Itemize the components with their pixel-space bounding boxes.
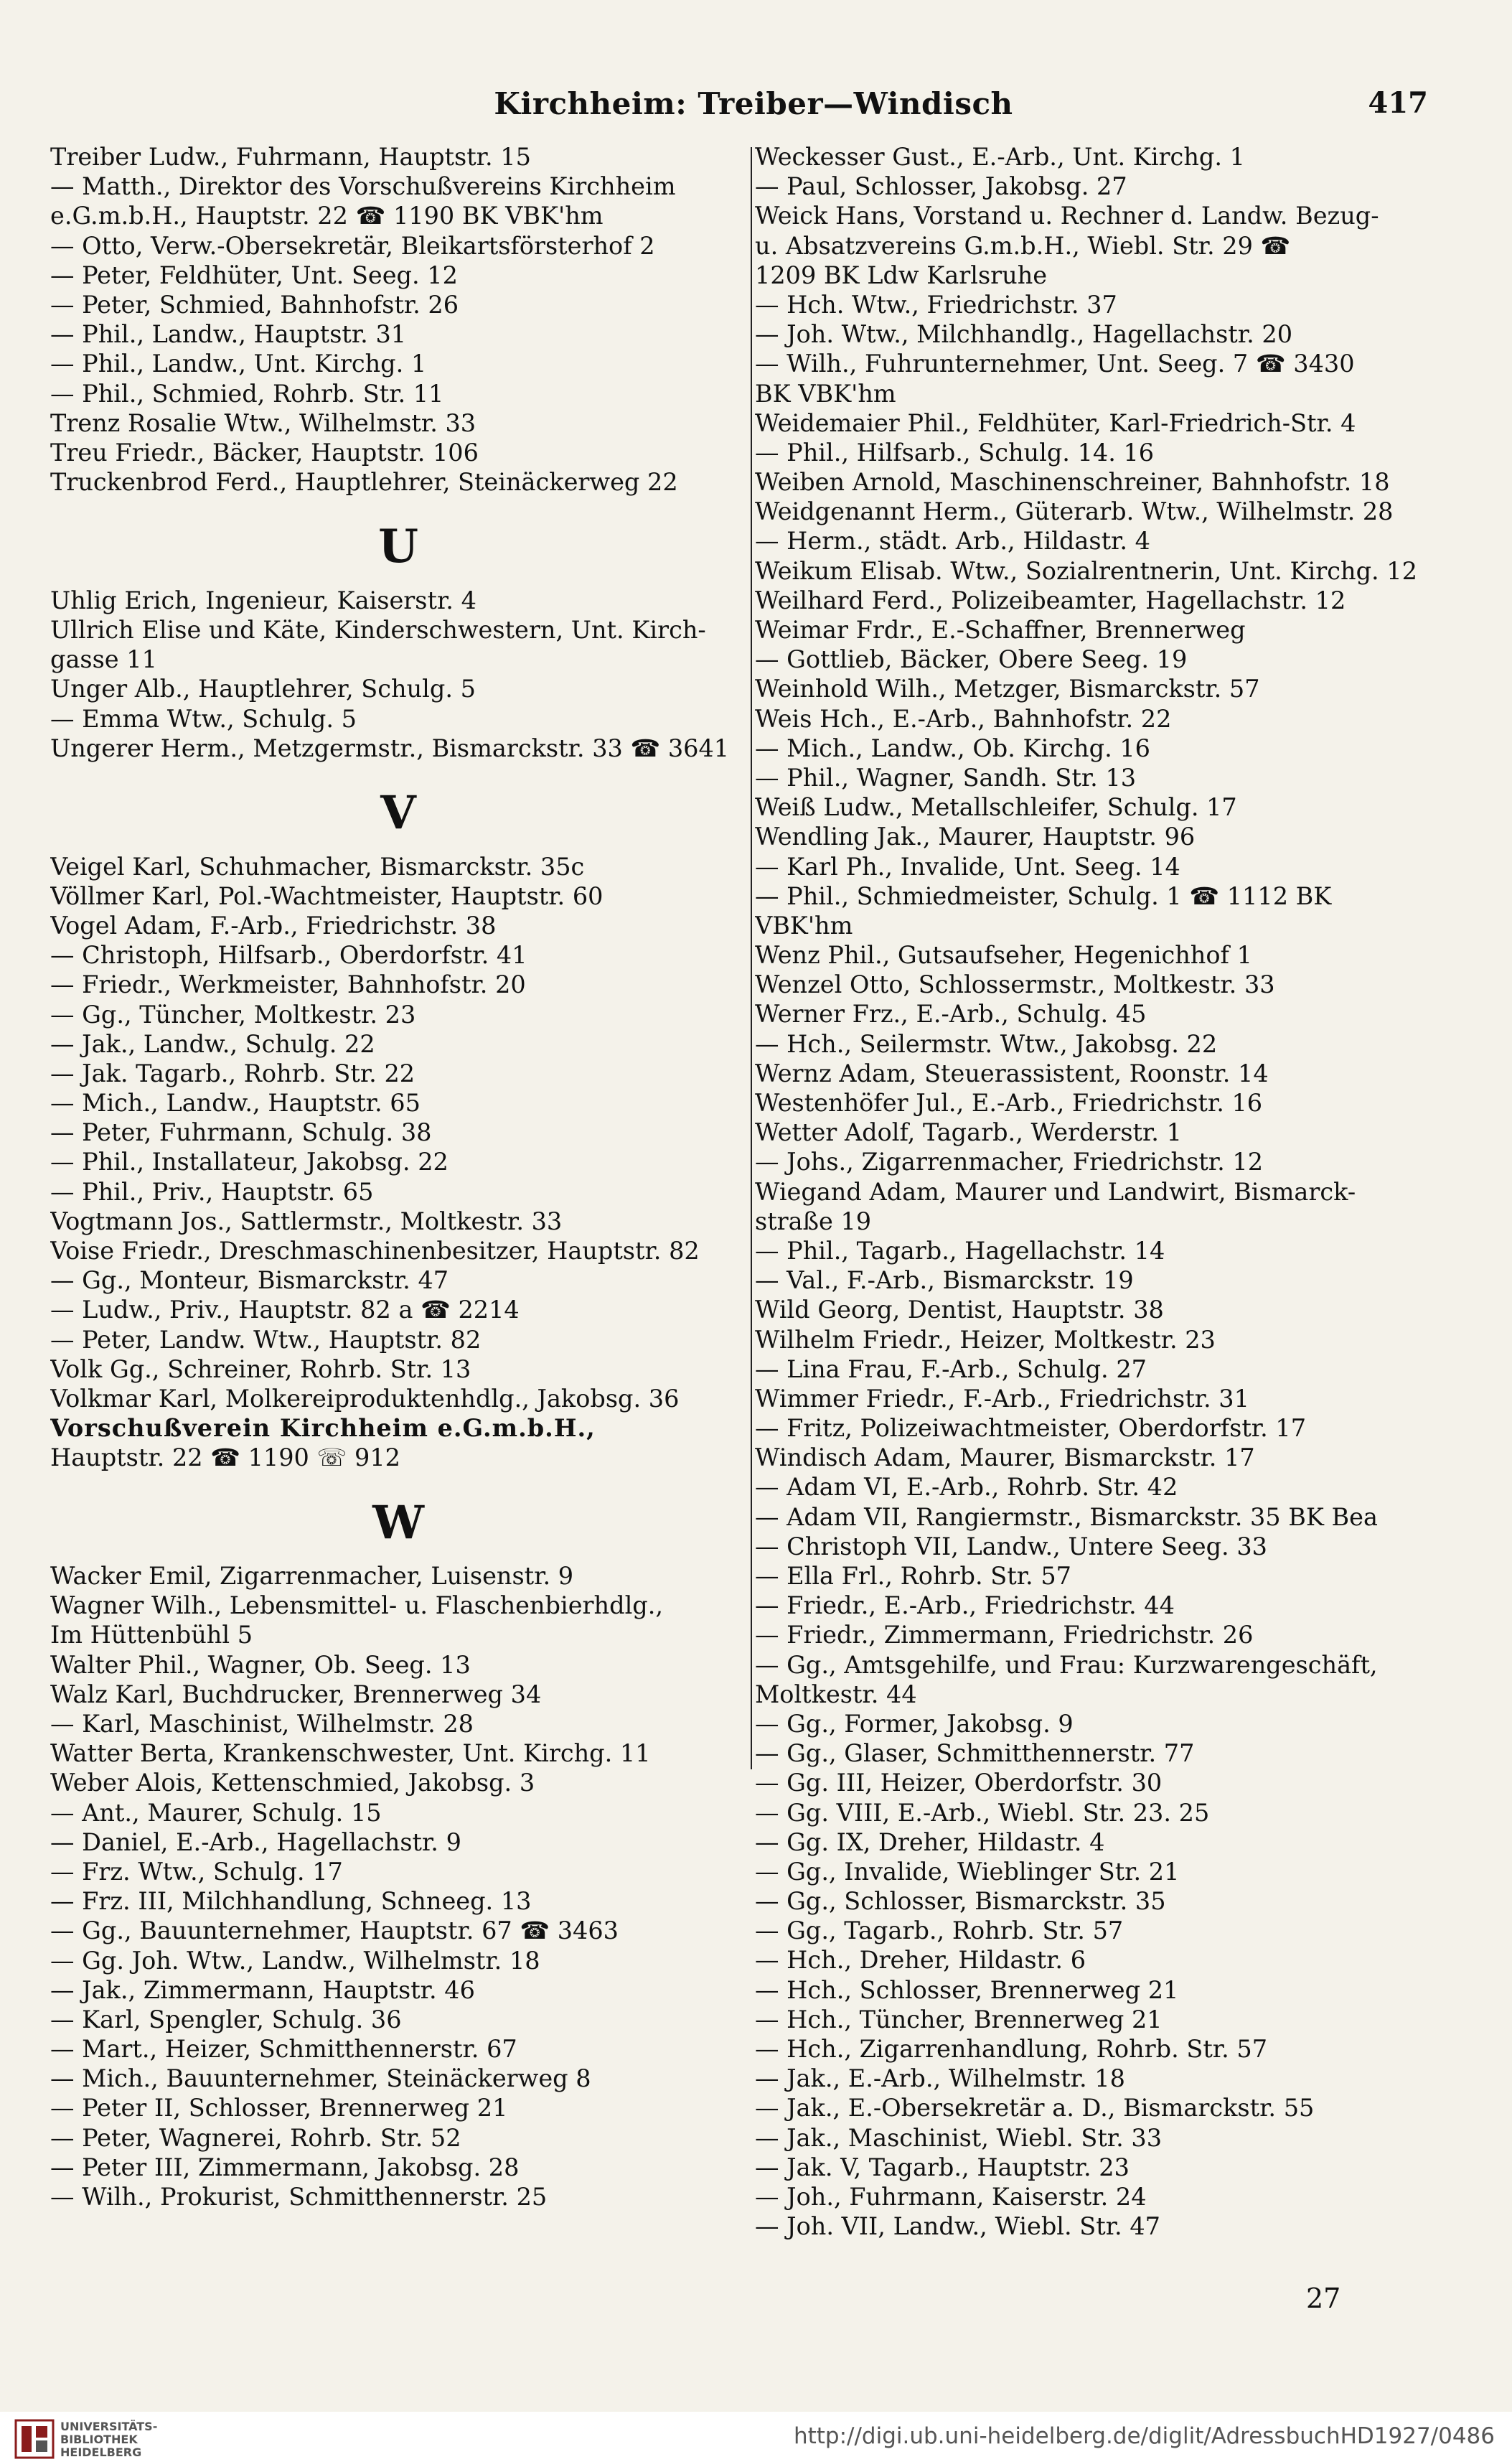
directory-entry: — Hch. Wtw., Friedrichstr. 37: [755, 290, 1117, 319]
library-name-line: HEIDELBERG: [60, 2445, 142, 2459]
directory-entry-highlight: Vorschußverein Kirchheim e.G.m.b.H.,: [50, 1414, 596, 1443]
directory-entry: Weiß Ludw., Metallschleifer, Schulg. 17: [755, 793, 1237, 822]
directory-entry: Wild Georg, Dentist, Hauptstr. 38: [755, 1296, 1164, 1324]
directory-entry: — Peter, Feldhüter, Unt. Seeg. 12: [50, 261, 458, 289]
directory-entry: — Peter, Wagnerei, Rohrb. Str. 52: [50, 2123, 461, 2152]
directory-entry: — Phil., Installateur, Jakobsg. 22: [50, 1148, 449, 1176]
directory-entry: — Peter, Landw. Wtw., Hauptstr. 82: [50, 1325, 482, 1354]
directory-entry: — Adam VI, E.-Arb., Rohrb. Str. 42: [755, 1473, 1178, 1502]
university-library-logo-icon: [14, 2419, 55, 2459]
directory-entry: — Gg. VIII, E.-Arb., Wiebl. Str. 23. 25: [755, 1798, 1210, 1827]
directory-entry: — Matth., Direktor des Vorschußvereins Kirchheim: [50, 172, 676, 201]
directory-entry: Watter Berta, Krankenschwester, Unt. Kirchg. 11: [50, 1739, 651, 1768]
directory-entry: — Hch., Dreher, Hildastr. 6: [755, 1946, 1086, 1975]
directory-entry: BK VBK'hm: [755, 379, 896, 408]
directory-entry: Völlmer Karl, Pol.-Wachtmeister, Hauptstr. 60: [50, 881, 604, 910]
directory-entry: Westenhöfer Jul., E.-Arb., Friedrichstr. 16: [755, 1089, 1263, 1117]
directory-entry: — Ludw., Priv., Hauptstr. 82 a ☎ 2214: [50, 1296, 520, 1324]
source-url-link[interactable]: http://digi.ub.uni-heidelberg.de/diglit/AdressbuchHD1927/0486: [793, 2423, 1495, 2449]
directory-entry: Wiegand Adam, Maurer und Landwirt, Bismarck-: [755, 1177, 1356, 1206]
directory-entry: — Lina Frau, F.-Arb., Schulg. 27: [755, 1354, 1147, 1383]
directory-entry: Walz Karl, Buchdrucker, Brennerweg 34: [50, 1680, 542, 1708]
section-letter: W: [372, 1495, 424, 1550]
directory-entry: Windisch Adam, Maurer, Bismarckstr. 17: [755, 1443, 1255, 1472]
directory-entry: — Wilh., Fuhrunternehmer, Unt. Seeg. 7 ☎ 3430: [755, 350, 1355, 378]
directory-entry: Ungerer Herm., Metzgermstr., Bismarckstr. 33 ☎ 3641: [50, 734, 730, 762]
left-column: [50, 142, 746, 2211]
directory-entry: — Jak., E.-Arb., Wilhelmstr. 18: [755, 2064, 1125, 2093]
directory-entry: Weis Hch., E.-Arb., Bahnhofstr. 22: [755, 704, 1172, 733]
directory-entry: Wenzel Otto, Schlossermstr., Moltkestr. 33: [755, 970, 1275, 999]
directory-entry: — Mich., Landw., Hauptstr. 65: [50, 1089, 421, 1118]
directory-entry: VBK'hm: [755, 911, 853, 940]
directory-entry: — Peter, Schmied, Bahnhofstr. 26: [50, 290, 459, 319]
page-header: [79, 86, 1428, 129]
directory-entry: — Hch., Schlosser, Brennerweg 21: [755, 1975, 1179, 2004]
directory-entry: — Hch., Zigarrenhandlung, Rohrb. Str. 57: [755, 2035, 1268, 2063]
directory-entry: — Frz. Wtw., Schulg. 17: [50, 1857, 343, 1886]
directory-entry: — Val., F.-Arb., Bismarckstr. 19: [755, 1266, 1134, 1295]
directory-entry: Weidgenannt Herm., Güterarb. Wtw., Wilhelmstr. 28: [755, 497, 1394, 526]
directory-entry: Wagner Wilh., Lebensmittel- u. Flaschenbierhdlg.,: [50, 1591, 664, 1620]
directory-entry: Werner Frz., E.-Arb., Schulg. 45: [755, 1000, 1147, 1029]
library-name: [60, 2420, 157, 2459]
column-divider: [751, 147, 752, 1769]
directory-entry: — Karl, Maschinist, Wilhelmstr. 28: [50, 1710, 474, 1738]
section-letter: U: [378, 520, 418, 574]
directory-entry: Hauptstr. 22 ☎ 1190 ☏ 912: [50, 1443, 400, 1472]
directory-entry: u. Absatzvereins G.m.b.H., Wiebl. Str. 29 ☎: [755, 231, 1291, 260]
directory-entry: — Karl, Spengler, Schulg. 36: [50, 2005, 402, 2033]
directory-entry: Weikum Elisab. Wtw., Sozialrentnerin, Unt. Kirchg. 12: [755, 556, 1417, 585]
directory-entry: Moltkestr. 44: [755, 1680, 917, 1708]
directory-entry: — Hch., Tüncher, Brennerweg 21: [755, 2005, 1163, 2033]
directory-entry: — Phil., Tagarb., Hagellachstr. 14: [755, 1236, 1165, 1265]
directory-entry: — Phil., Priv., Hauptstr. 65: [50, 1177, 374, 1206]
directory-entry: — Joh. Wtw., Milchhandlg., Hagellachstr. 20: [755, 320, 1293, 349]
directory-entry: — Phil., Schmiedmeister, Schulg. 1 ☎ 1112 BK: [755, 881, 1332, 910]
directory-entry: Voise Friedr., Dreschmaschinenbesitzer, Hauptstr. 82: [50, 1237, 700, 1265]
directory-entry: straße 19: [755, 1207, 872, 1235]
directory-entry: — Phil., Wagner, Sandh. Str. 13: [755, 763, 1137, 792]
directory-entry: Wilhelm Friedr., Heizer, Moltkestr. 23: [755, 1325, 1216, 1354]
directory-entry: Im Hüttenbühl 5: [50, 1621, 253, 1649]
directory-entry: — Jak., Zimmermann, Hauptstr. 46: [50, 1975, 475, 2004]
directory-entry: — Gg., Schlosser, Bismarckstr. 35: [755, 1887, 1166, 1916]
directory-entry: Weick Hans, Vorstand u. Rechner d. Landw. Bezug-: [755, 202, 1379, 230]
directory-entry: Wenz Phil., Gutsaufseher, Hegenichhof 1: [755, 941, 1252, 970]
directory-entry: Ullrich Elise und Käte, Kinderschwestern, Unt. Kirch-: [50, 616, 706, 645]
directory-entry: — Ella Frl., Rohrb. Str. 57: [755, 1562, 1071, 1590]
directory-entry: — Herm., städt. Arb., Hildastr. 4: [755, 527, 1150, 556]
directory-entry: Wernz Adam, Steuerassistent, Roonstr. 14: [755, 1059, 1269, 1087]
directory-entry: — Fritz, Polizeiwachtmeister, Oberdorfstr. 17: [755, 1414, 1307, 1443]
directory-entry: Veigel Karl, Schuhmacher, Bismarckstr. 35c: [50, 852, 585, 881]
directory-entry: — Christoph VII, Landw., Untere Seeg. 33: [755, 1532, 1267, 1560]
directory-entry: — Phil., Schmied, Rohrb. Str. 11: [50, 379, 444, 408]
directory-entry: Weckesser Gust., E.-Arb., Unt. Kirchg. 1: [755, 143, 1245, 171]
directory-entry: Weinhold Wilh., Metzger, Bismarckstr. 57: [755, 675, 1260, 703]
directory-entry: — Gg. IX, Dreher, Hildastr. 4: [755, 1827, 1105, 1856]
directory-entry: — Karl Ph., Invalide, Unt. Seeg. 14: [755, 852, 1180, 881]
directory-entry: Vogtmann Jos., Sattlermstr., Moltkestr. 33: [50, 1207, 563, 1235]
directory-entry: — Paul, Schlosser, Jakobsg. 27: [755, 172, 1127, 201]
directory-entry: — Adam VII, Rangiermstr., Bismarckstr. 35 BK Bea: [755, 1502, 1378, 1531]
directory-entry: Wacker Emil, Zigarrenmacher, Luisenstr. 9: [50, 1562, 574, 1591]
directory-entry: Weber Alois, Kettenschmied, Jakobsg. 3: [50, 1769, 535, 1797]
directory-entry: — Jak. Tagarb., Rohrb. Str. 22: [50, 1059, 415, 1087]
directory-entry: Vogel Adam, F.-Arb., Friedrichstr. 38: [50, 911, 497, 940]
directory-entry: — Daniel, E.-Arb., Hagellachstr. 9: [50, 1827, 461, 1856]
directory-entry: Walter Phil., Wagner, Ob. Seeg. 13: [50, 1650, 471, 1679]
directory-entry: — Jak., Maschinist, Wiebl. Str. 33: [755, 2123, 1163, 2152]
directory-entry: — Jak., Landw., Schulg. 22: [50, 1029, 375, 1058]
directory-entry: — Friedr., Werkmeister, Bahnhofstr. 20: [50, 970, 526, 999]
directory-entry: — Gg., Former, Jakobsg. 9: [755, 1709, 1074, 1738]
directory-entry: — Gg., Tüncher, Moltkestr. 23: [50, 1000, 416, 1029]
directory-entry: — Peter II, Schlosser, Brennerweg 21: [50, 2094, 508, 2122]
directory-entry: Weidemaier Phil., Feldhüter, Karl-Friedrich-Str. 4: [755, 408, 1356, 437]
directory-entry: — Gg., Glaser, Schmitthennerstr. 77: [755, 1739, 1195, 1768]
footer-page-number: 27: [1306, 2283, 1341, 2314]
directory-entry: Truckenbrod Ferd., Hauptlehrer, Steinäckerweg 22: [50, 468, 678, 497]
directory-entry: — Ant., Maurer, Schulg. 15: [50, 1798, 382, 1827]
directory-entry: — Mart., Heizer, Schmitthennerstr. 67: [50, 2035, 517, 2064]
directory-entry: Volkmar Karl, Molkereiproduktenhdlg., Jakobsg. 36: [50, 1384, 680, 1413]
directory-entry: — Jak. V, Tagarb., Hauptstr. 23: [755, 2153, 1130, 2181]
directory-entry: — Gg., Invalide, Wieblinger Str. 21: [755, 1857, 1180, 1886]
directory-entry: — Mich., Landw., Ob. Kirchg. 16: [755, 734, 1150, 762]
directory-entry: — Gg., Monteur, Bismarckstr. 47: [50, 1266, 449, 1295]
directory-entry: — Otto, Verw.-Obersekretär, Bleikartsförsterhof 2: [50, 231, 655, 260]
directory-entry: Weiben Arnold, Maschinenschreiner, Bahnhofstr. 18: [755, 468, 1390, 497]
directory-entry: Wetter Adolf, Tagarb., Werderstr. 1: [755, 1118, 1182, 1147]
section-letter: V: [380, 785, 416, 840]
directory-entry: Uhlig Erich, Ingenieur, Kaiserstr. 4: [50, 586, 476, 614]
directory-entry: — Emma Wtw., Schulg. 5: [50, 704, 357, 733]
footer-bar: [0, 2412, 1512, 2462]
directory-entry: Wendling Jak., Maurer, Hauptstr. 96: [755, 823, 1196, 851]
directory-entry: Wimmer Friedr., F.-Arb., Friedrichstr. 31: [755, 1384, 1249, 1413]
library-name-line: BIBLIOTHEK: [60, 2433, 138, 2446]
directory-entry: — Hch., Seilermstr. Wtw., Jakobsg. 22: [755, 1029, 1218, 1058]
directory-entry: — Johs., Zigarrenmacher, Friedrichstr. 12: [755, 1148, 1264, 1176]
directory-entry: Weimar Frdr., E.-Schaffner, Brennerweg: [755, 616, 1246, 644]
directory-entry: — Phil., Hilfsarb., Schulg. 14. 16: [755, 438, 1155, 467]
directory-entry: — Jak., E.-Obersekretär a. D., Bismarckstr. 55: [755, 2094, 1315, 2122]
directory-entry: — Gg., Bauunternehmer, Hauptstr. 67 ☎ 3463: [50, 1916, 619, 1945]
directory-entry: — Peter, Fuhrmann, Schulg. 38: [50, 1118, 432, 1147]
directory-entry: Trenz Rosalie Wtw., Wilhelmstr. 33: [50, 408, 476, 437]
directory-entry: — Phil., Landw., Unt. Kirchg. 1: [50, 350, 427, 378]
directory-entry: — Wilh., Prokurist, Schmitthennerstr. 25: [50, 2183, 548, 2211]
directory-entry: — Joh. VII, Landw., Wiebl. Str. 47: [755, 2212, 1160, 2241]
directory-entry: Volk Gg., Schreiner, Rohrb. Str. 13: [50, 1354, 471, 1383]
directory-entry: — Gg., Amtsgehilfe, und Frau: Kurzwarengeschäft,: [755, 1650, 1378, 1679]
directory-entry: — Frz. III, Milchhandlung, Schneeg. 13: [50, 1887, 532, 1916]
directory-entry: — Gottlieb, Bäcker, Obere Seeg. 19: [755, 645, 1188, 674]
directory-entry: Treiber Ludw., Fuhrmann, Hauptstr. 15: [50, 143, 531, 171]
running-title: Kirchheim: Treiber—Windisch: [494, 86, 1013, 121]
library-name-line: UNIVERSITÄTS-: [60, 2420, 158, 2433]
directory-entry: — Phil., Landw., Hauptstr. 31: [50, 320, 407, 349]
directory-entry: gasse 11: [50, 645, 157, 674]
directory-entry: — Peter III, Zimmermann, Jakobsg. 28: [50, 2153, 520, 2181]
directory-entry: Unger Alb., Hauptlehrer, Schulg. 5: [50, 675, 476, 703]
page-number: 417: [1368, 86, 1428, 120]
directory-entry: Treu Friedr., Bäcker, Hauptstr. 106: [50, 438, 479, 467]
directory-entry: — Friedr., E.-Arb., Friedrichstr. 44: [755, 1591, 1175, 1620]
right-column: [755, 142, 1444, 2241]
directory-entry: Weilhard Ferd., Polizeibeamter, Hagellachstr. 12: [755, 586, 1346, 614]
directory-entry: — Joh., Fuhrmann, Kaiserstr. 24: [755, 2182, 1147, 2211]
directory-entry: 1209 BK Ldw Karlsruhe: [755, 261, 1048, 289]
directory-entry: — Mich., Bauunternehmer, Steinäckerweg 8: [50, 2064, 591, 2093]
directory-entry: — Friedr., Zimmermann, Friedrichstr. 26: [755, 1621, 1254, 1649]
directory-entry: — Gg., Tagarb., Rohrb. Str. 57: [755, 1916, 1124, 1945]
directory-entry: — Gg. Joh. Wtw., Landw., Wilhelmstr. 18: [50, 1946, 540, 1975]
directory-entry: e.G.m.b.H., Hauptstr. 22 ☎ 1190 BK VBK'hm: [50, 202, 604, 230]
directory-entry: — Gg. III, Heizer, Oberdorfstr. 30: [755, 1769, 1163, 1797]
directory-entry: — Christoph, Hilfsarb., Oberdorfstr. 41: [50, 941, 527, 970]
